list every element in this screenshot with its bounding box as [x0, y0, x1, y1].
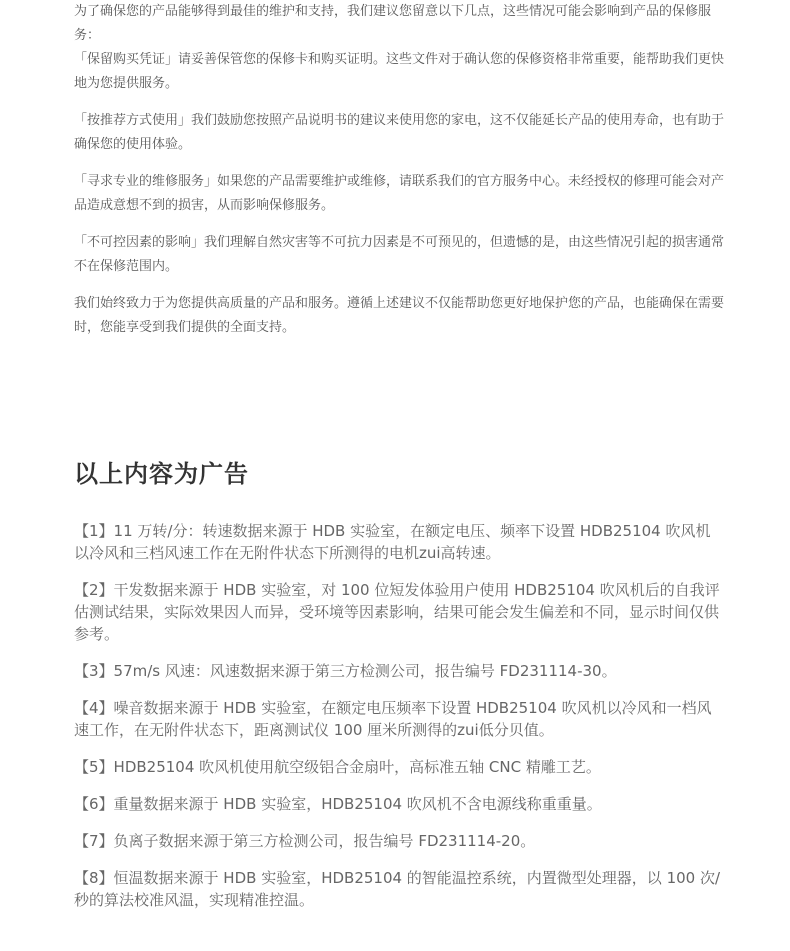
ad-note-3: 【3】57m/s 风速：风速数据来源于第三方检测公司，报告编号 FD231114-30。	[74, 662, 617, 680]
ad-note-6: 【6】重量数据来源于 HDB 实验室，HDB25104 吹风机不含电源线称重重量。	[74, 795, 602, 813]
ad-title: 以上内容为广告	[74, 460, 249, 488]
warranty-paragraph-force-majeure: 「不可控因素的影响」我们理解自然灾害等不可抗力因素是不可预见的，但遗憾的是，由这些情况引起的损害通常不在保修范围内。	[74, 235, 725, 274]
warranty-paragraph-usage: 「按推荐方式使用」我们鼓励您按照产品说明书的建议来使用您的家电，这不仅能延长产品的使用寿命，也有助于确保您的使用体验。	[74, 113, 725, 152]
warranty-paragraph-repair: 「寻求专业的维修服务」如果您的产品需要维护或维修，请联系我们的官方服务中心。未经授权的修理可能会对产品造成意想不到的损害，从而影响保修服务。	[74, 174, 725, 213]
warranty-paragraph-receipt: 「保留购买凭证」请妥善保管您的保修卡和购买证明。这些文件对于确认您的保修资格非常重要，能帮助我们更快地为您提供服务。	[74, 52, 725, 91]
ad-notes	[74, 520, 724, 926]
ad-note-2: 【2】干发数据来源于 HDB 实验室，对 100 位短发体验用户使用 HDB25104 吹风机后的自我评估测试结果，实际效果因人而异，受环境等因素影响，结果可能会发生偏差和不同，显示时间仅供参考。	[74, 581, 720, 643]
warranty-intro: 为了确保您的产品能够得到最佳的维护和支持，我们建议您留意以下几点，这些情况可能会影响到产品的保修服务：	[74, 4, 712, 43]
warranty-paragraph-commitment: 我们始终致力于为您提供高质量的产品和服务。遵循上述建议不仅能帮助您更好地保护您的产品，也能确保在需要时，您能享受到我们提供的全面支持。	[74, 296, 725, 335]
ad-note-5: 【5】HDB25104 吹风机使用航空级铝合金扇叶，高标准五轴 CNC 精雕工艺。	[74, 758, 601, 776]
ad-note-8: 【8】恒温数据来源于 HDB 实验室，HDB25104 的智能温控系统，内置微型处理器，以 100 次/秒的算法校准风温，实现精准控温。	[74, 869, 721, 909]
ad-note-7: 【7】负离子数据来源于第三方检测公司，报告编号 FD231114-20。	[74, 832, 536, 850]
ad-note-1: 【1】11 万转/分：转速数据来源于 HDB 实验室，在额定电压、频率下设置 HDB25104 吹风机以冷风和三档风速工作在无附件状态下所测得的电机zui高转速。	[74, 522, 711, 562]
ad-note-4: 【4】噪音数据来源于 HDB 实验室，在额定电压频率下设置 HDB25104 吹风机以冷风和一档风速工作，在无附件状态下，距离测试仪 100 厘米所测得的zui低分贝值。	[74, 699, 712, 739]
warranty-section	[74, 0, 724, 340]
